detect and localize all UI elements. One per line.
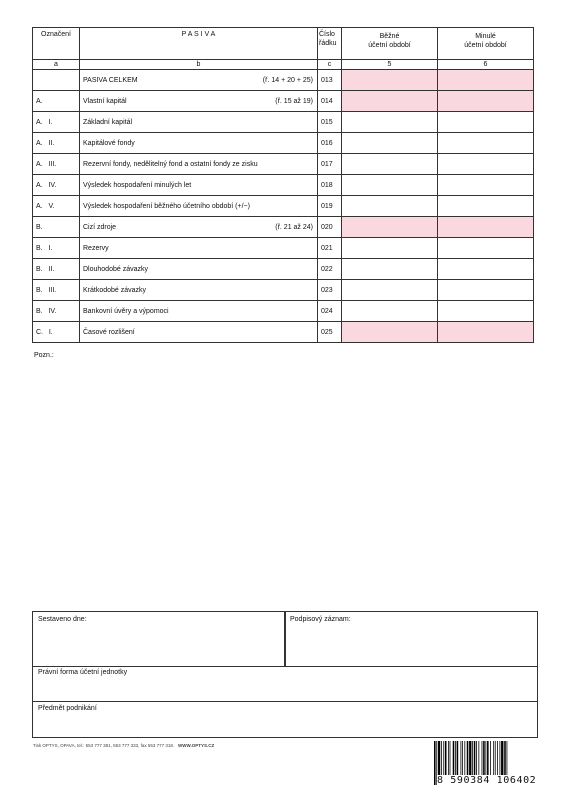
value-current-input[interactable] [342, 70, 438, 91]
row-label: Bankovní úvěry a výpomoci [83, 307, 169, 315]
header-row [33, 28, 534, 60]
value-current-input[interactable] [342, 259, 438, 280]
row-line-number: 023 [318, 280, 342, 301]
row-label-cell [80, 112, 318, 133]
row-label: Cizí zdroje [83, 223, 117, 231]
row-label: Kapitálové fondy [83, 139, 135, 147]
table-row [33, 322, 534, 343]
table-row [33, 133, 534, 154]
row-code: A. I. [33, 112, 80, 133]
header-cislo-line1: Číslo [319, 31, 335, 38]
value-current-input[interactable] [342, 301, 438, 322]
row-label-cell [80, 238, 318, 259]
header-bezne-line2: účetní období [368, 42, 411, 49]
row-line-number: 021 [318, 238, 342, 259]
table-row [33, 238, 534, 259]
row-line-number: 025 [318, 322, 342, 343]
table-row [33, 301, 534, 322]
value-previous-input[interactable] [438, 259, 534, 280]
value-current-input[interactable] [342, 322, 438, 343]
value-previous-input[interactable] [438, 196, 534, 217]
sestaveno-label: Sestaveno dne: [38, 616, 87, 623]
table-row [33, 91, 534, 112]
header-minule-line1: Minulé [475, 33, 496, 40]
row-label: Rezervní fondy, nedělitelný fond a ostatní fondy ze zisku [83, 160, 258, 168]
header-bezne [342, 28, 438, 60]
table-row [33, 259, 534, 280]
header-bezne-line1: Běžné [379, 33, 400, 40]
table-row [33, 112, 534, 133]
podpis-box[interactable] [284, 611, 538, 667]
row-label-cell [80, 70, 318, 91]
pravni-forma-box[interactable] [32, 665, 538, 702]
row-line-number: 019 [318, 196, 342, 217]
row-label: Vlastní kapitál [83, 97, 127, 105]
value-current-input[interactable] [342, 133, 438, 154]
index-row [33, 60, 534, 70]
printer-imprint [33, 743, 214, 748]
predmet-box[interactable] [32, 701, 538, 738]
value-current-input[interactable] [342, 217, 438, 238]
row-label-cell [80, 217, 318, 238]
value-current-input[interactable] [342, 112, 438, 133]
row-formula: (ř. 14 + 20 + 25) [262, 76, 313, 84]
header-minule [438, 28, 534, 60]
row-line-number: 016 [318, 133, 342, 154]
row-code: B. II. [33, 259, 80, 280]
rows-body [33, 70, 534, 343]
value-previous-input[interactable] [438, 175, 534, 196]
row-label: Krátkodobé závazky [83, 286, 147, 294]
value-previous-input[interactable] [438, 301, 534, 322]
row-code: C. I. [33, 322, 80, 343]
index-cell: 6 [438, 60, 534, 70]
row-label: PASIVA CELKEM [83, 76, 138, 84]
header-minule-line2: účetní období [464, 42, 507, 49]
value-previous-input[interactable] [438, 217, 534, 238]
header-cislo-radku [318, 28, 342, 60]
row-label: Základní kapitál [83, 118, 133, 126]
row-code: A. V. [33, 196, 80, 217]
row-label-cell [80, 301, 318, 322]
row-label-cell [80, 154, 318, 175]
header-pasiva: P A S I V A [80, 28, 318, 60]
row-code: A. III. [33, 154, 80, 175]
row-code [33, 70, 80, 91]
row-label-cell [80, 259, 318, 280]
row-code: A. [33, 91, 80, 112]
index-cell: b [80, 60, 318, 70]
row-code: B. [33, 217, 80, 238]
row-line-number: 013 [318, 70, 342, 91]
row-formula: (ř. 21 až 24) [275, 223, 313, 231]
value-current-input[interactable] [342, 196, 438, 217]
row-line-number: 024 [318, 301, 342, 322]
value-previous-input[interactable] [438, 154, 534, 175]
row-line-number: 020 [318, 217, 342, 238]
row-label: Rezervy [83, 244, 109, 252]
table-row [33, 175, 534, 196]
row-line-number: 015 [318, 112, 342, 133]
pravni-forma-label: Právní forma účetní jednotky [38, 669, 128, 676]
row-label-cell [80, 196, 318, 217]
pasiva-table [32, 27, 534, 343]
printer-text: Tisk OPTYS, OPAVA, tel.: 553 777 381, 553 777 333, fax 553 777 318. [33, 743, 175, 748]
table-row [33, 280, 534, 301]
value-previous-input[interactable] [438, 280, 534, 301]
row-line-number: 022 [318, 259, 342, 280]
index-cell: a [33, 60, 80, 70]
row-line-number: 017 [318, 154, 342, 175]
row-code: A. II. [33, 133, 80, 154]
value-previous-input[interactable] [438, 238, 534, 259]
row-label-cell [80, 322, 318, 343]
row-label-cell [80, 175, 318, 196]
row-label: Výsledek hospodaření běžného účetního období (+/−) [83, 202, 250, 210]
barcode-number: 8 590384 106402 [437, 775, 537, 786]
row-formula: (ř. 15 až 19) [275, 97, 313, 105]
value-current-input[interactable] [342, 238, 438, 259]
row-label: Časové rozlišení [83, 328, 135, 336]
row-line-number: 014 [318, 91, 342, 112]
index-cell: c [318, 60, 342, 70]
value-current-input[interactable] [342, 154, 438, 175]
row-label: Výsledek hospodaření minulých let [83, 181, 192, 189]
podpis-label: Podpisový záznam: [290, 616, 351, 623]
value-current-input[interactable] [342, 280, 438, 301]
row-label: Dlouhodobé závazky [83, 265, 148, 273]
value-previous-input[interactable] [438, 91, 534, 112]
predmet-label: Předmět podnikání [38, 705, 97, 712]
printer-web: WWW.OPTYS.CZ [177, 743, 215, 748]
row-code: A. IV. [33, 175, 80, 196]
row-label-cell [80, 280, 318, 301]
row-label-cell [80, 91, 318, 112]
header-oznaceni: Označení [33, 28, 80, 60]
value-previous-input[interactable] [438, 133, 534, 154]
row-label-cell [80, 133, 318, 154]
table-row [33, 70, 534, 91]
table-row [33, 196, 534, 217]
row-code: B. III. [33, 280, 80, 301]
row-line-number: 018 [318, 175, 342, 196]
index-cell: 5 [342, 60, 438, 70]
row-code: B. IV. [33, 301, 80, 322]
value-current-input[interactable] [342, 91, 438, 112]
header-cislo-line2: řádku [319, 40, 337, 47]
sestaveno-box[interactable] [32, 611, 286, 667]
table-row [33, 154, 534, 175]
value-previous-input[interactable] [438, 70, 534, 91]
value-previous-input[interactable] [438, 112, 534, 133]
table-row [33, 217, 534, 238]
row-code: B. I. [33, 238, 80, 259]
pozn-label: Pozn.: [34, 352, 54, 359]
value-previous-input[interactable] [438, 322, 534, 343]
value-current-input[interactable] [342, 175, 438, 196]
